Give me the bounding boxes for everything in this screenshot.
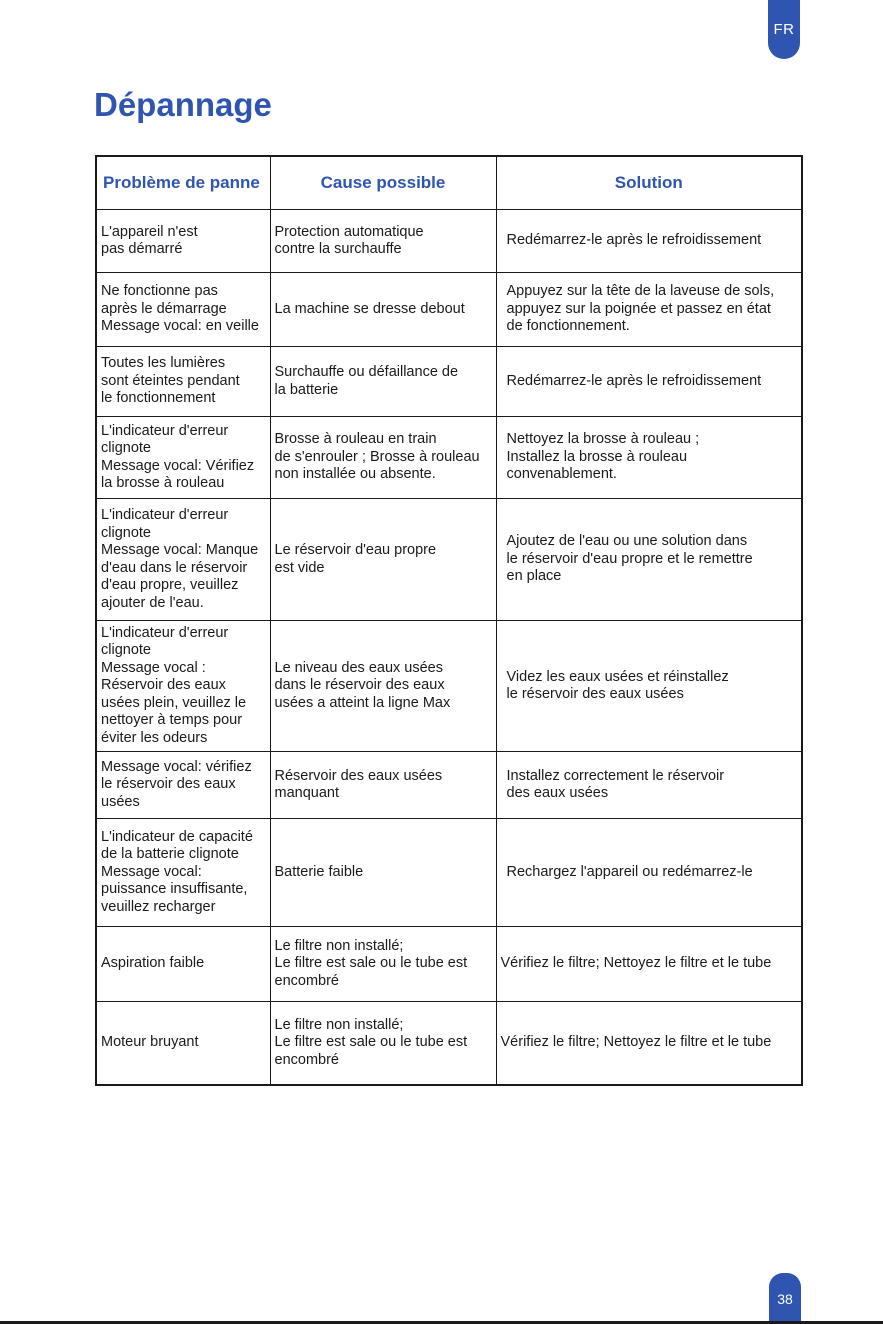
page-number-tab: 38 bbox=[769, 1273, 801, 1324]
solution-cell: Redémarrez-le après le refroidissement bbox=[496, 210, 802, 273]
header-problem: Problème de panne bbox=[96, 156, 270, 210]
solution-cell: Rechargez l'appareil ou redémarrez-le bbox=[496, 819, 802, 927]
cause-cell: Le filtre non installé; Le filtre est sale ou le tube est encombré bbox=[270, 927, 496, 1002]
table-row bbox=[96, 1002, 802, 1085]
problem-cell: L'indicateur d'erreur clignote Message vocal: Vérifiez la brosse à rouleau bbox=[96, 417, 270, 499]
solution-cell: Ajoutez de l'eau ou une solution dans le réservoir d'eau propre et le remettre en place bbox=[496, 499, 802, 621]
problem-cell: L'indicateur d'erreur clignote Message vocal : Réservoir des eaux usées plein, veuillez le nettoyer à temps pour éviter les odeurs bbox=[96, 621, 270, 752]
solution-cell: Appuyez sur la tête de la laveuse de sols, appuyez sur la poignée et passez en état de fonctionnement. bbox=[496, 273, 802, 347]
problem-cell: L'indicateur d'erreur clignote Message vocal: Manque d'eau dans le réservoir d'eau propre, veuillez ajouter de l'eau. bbox=[96, 499, 270, 621]
solution-cell: Vérifiez le filtre; Nettoyez le filtre et le tube bbox=[496, 1002, 802, 1085]
header-solution: Solution bbox=[496, 156, 802, 210]
cause-cell: Batterie faible bbox=[270, 819, 496, 927]
table-row bbox=[96, 417, 802, 499]
table-row bbox=[96, 273, 802, 347]
problem-cell: Message vocal: vérifiez le réservoir des eaux usées bbox=[96, 752, 270, 819]
problem-cell: Toutes les lumières sont éteintes pendant le fonctionnement bbox=[96, 347, 270, 417]
solution-cell: Vérifiez le filtre; Nettoyez le filtre et le tube bbox=[496, 927, 802, 1002]
problem-cell: Ne fonctionne pas après le démarrage Message vocal: en veille bbox=[96, 273, 270, 347]
cause-cell: Surchauffe ou défaillance de la batterie bbox=[270, 347, 496, 417]
page-title: Dépannage bbox=[94, 86, 272, 123]
table-row bbox=[96, 752, 802, 819]
language-tab: FR bbox=[768, 0, 800, 59]
table-row bbox=[96, 819, 802, 927]
table-row bbox=[96, 210, 802, 273]
cause-cell: Le niveau des eaux usées dans le réservoir des eaux usées a atteint la ligne Max bbox=[270, 621, 496, 752]
cause-cell: Protection automatique contre la surchauffe bbox=[270, 210, 496, 273]
cause-cell: Réservoir des eaux usées manquant bbox=[270, 752, 496, 819]
solution-cell: Videz les eaux usées et réinstallez le réservoir des eaux usées bbox=[496, 621, 802, 752]
table-header-row bbox=[96, 156, 802, 210]
table-row bbox=[96, 347, 802, 417]
cause-cell: Le réservoir d'eau propre est vide bbox=[270, 499, 496, 621]
troubleshooting-table bbox=[95, 155, 803, 1086]
header-cause: Cause possible bbox=[270, 156, 496, 210]
problem-cell: L'indicateur de capacité de la batterie clignote Message vocal: puissance insuffisante, veuillez recharger bbox=[96, 819, 270, 927]
table-row bbox=[96, 499, 802, 621]
solution-cell: Redémarrez-le après le refroidissement bbox=[496, 347, 802, 417]
table-row bbox=[96, 621, 802, 752]
solution-cell: Nettoyez la brosse à rouleau ; Installez la brosse à rouleau convenablement. bbox=[496, 417, 802, 499]
cause-cell: Brosse à rouleau en train de s'enrouler ; Brosse à rouleau non installée ou absente. bbox=[270, 417, 496, 499]
problem-cell: L'appareil n'est pas démarré bbox=[96, 210, 270, 273]
table-row bbox=[96, 927, 802, 1002]
problem-cell: Moteur bruyant bbox=[96, 1002, 270, 1085]
cause-cell: Le filtre non installé; Le filtre est sale ou le tube est encombré bbox=[270, 1002, 496, 1085]
solution-cell: Installez correctement le réservoir des eaux usées bbox=[496, 752, 802, 819]
problem-cell: Aspiration faible bbox=[96, 927, 270, 1002]
cause-cell: La machine se dresse debout bbox=[270, 273, 496, 347]
